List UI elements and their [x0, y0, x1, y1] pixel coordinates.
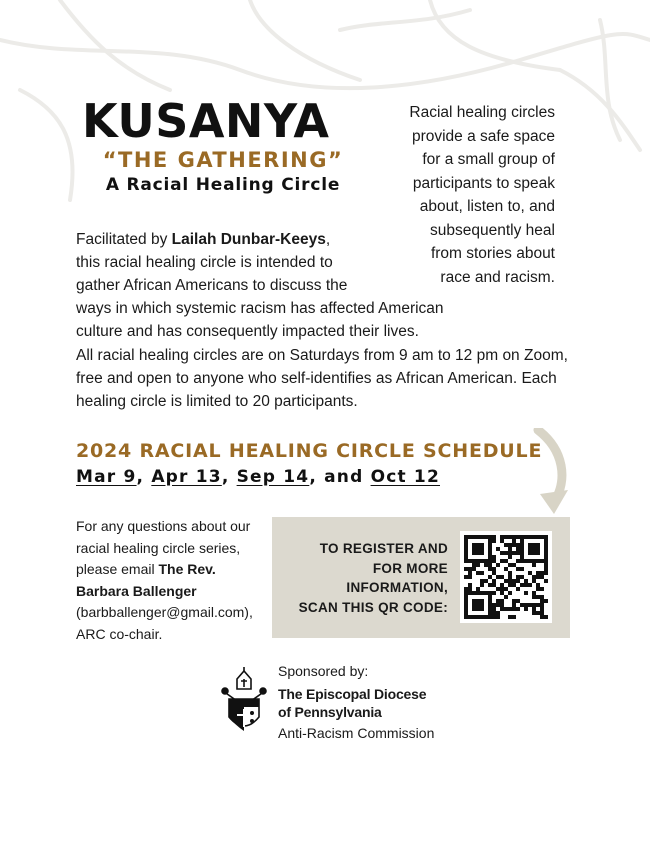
schedule-date: Apr 13	[151, 467, 222, 487]
qr-module	[500, 603, 504, 607]
qr-module	[516, 543, 520, 547]
qr-module	[536, 551, 540, 555]
side-blurb-line: participants to speak	[412, 174, 555, 192]
date-separator: , and	[309, 467, 371, 487]
qr-module	[500, 535, 504, 539]
qr-module	[512, 599, 516, 603]
qr-module	[468, 587, 472, 591]
qr-module	[540, 611, 544, 615]
qr-module	[496, 603, 500, 607]
qr-module	[464, 551, 468, 555]
qr-module	[496, 611, 500, 615]
qr-module	[528, 571, 532, 575]
qr-module	[476, 587, 480, 591]
qr-module	[464, 543, 468, 547]
qr-module	[500, 575, 504, 579]
side-blurb	[390, 101, 555, 289]
qr-module	[480, 559, 484, 563]
qr-module	[520, 535, 524, 539]
qr-module	[472, 547, 476, 551]
qr-module	[472, 599, 476, 603]
qr-module	[508, 583, 512, 587]
details-paragraph: All racial healing circles are on Saturdays from 9 am to 12 pm on Zoom, free and open to anyone who self-identifies as African American. Each healing circle is limited to 20 participants.	[76, 347, 568, 410]
qr-module	[500, 607, 504, 611]
qr-module	[496, 547, 500, 551]
qr-module	[544, 547, 548, 551]
qr-module	[528, 583, 532, 587]
side-blurb-line: race and racism.	[440, 268, 555, 286]
qr-module	[488, 611, 492, 615]
qr-module	[468, 535, 472, 539]
qr-module	[516, 567, 520, 571]
qr-module	[544, 615, 548, 619]
qr-module	[496, 587, 500, 591]
qr-module	[468, 591, 472, 595]
sponsor-org-line: The Episcopal Diocese	[278, 686, 427, 702]
qr-module	[504, 579, 508, 583]
qr-module	[532, 607, 536, 611]
qr-module	[464, 567, 468, 571]
qr-module	[500, 539, 504, 543]
qr-module	[488, 575, 492, 579]
qr-module	[468, 615, 472, 619]
qr-module	[492, 615, 496, 619]
qr-module	[528, 543, 532, 547]
qr-module	[488, 559, 492, 563]
qr-module	[532, 559, 536, 563]
qr-module	[492, 603, 496, 607]
qr-module	[492, 607, 496, 611]
qr-module	[544, 567, 548, 571]
qr-module	[464, 559, 468, 563]
qr-module	[484, 535, 488, 539]
qr-module	[480, 535, 484, 539]
contact-line	[76, 581, 276, 603]
qr-module	[524, 591, 528, 595]
qr-module	[520, 555, 524, 559]
qr-module	[488, 543, 492, 547]
qr-module	[468, 575, 472, 579]
qr-module	[516, 559, 520, 563]
qr-module	[476, 599, 480, 603]
qr-module	[524, 583, 528, 587]
register-word: REGISTER	[342, 541, 415, 556]
qr-module	[532, 543, 536, 547]
qr-module	[516, 599, 520, 603]
qr-module	[516, 579, 520, 583]
qr-module	[516, 575, 520, 579]
qr-module	[536, 543, 540, 547]
qr-module	[508, 563, 512, 567]
qr-module	[524, 607, 528, 611]
qr-module	[524, 535, 528, 539]
qr-module	[532, 535, 536, 539]
qr-module	[536, 595, 540, 599]
register-word: AND	[414, 541, 448, 556]
qr-module	[512, 539, 516, 543]
register-line: INFORMATION,	[346, 580, 448, 595]
qr-module	[488, 615, 492, 619]
side-blurb-line: provide a safe space	[411, 127, 555, 145]
qr-module	[488, 607, 492, 611]
qr-module	[540, 599, 544, 603]
qr-module	[480, 543, 484, 547]
qr-module	[476, 543, 480, 547]
qr-module	[512, 563, 516, 567]
qr-module	[508, 591, 512, 595]
qr-module	[500, 591, 504, 595]
intro-comma: ,	[325, 231, 331, 248]
qr-module	[512, 551, 516, 555]
qr-module	[532, 611, 536, 615]
intro-line: ways in which systemic racism has affected American	[76, 300, 444, 317]
qr-module	[472, 603, 476, 607]
qr-module	[464, 611, 468, 615]
qr-module	[536, 611, 540, 615]
qr-module	[500, 587, 504, 591]
qr-module	[492, 591, 496, 595]
qr-module	[464, 607, 468, 611]
contact-name: Barbara Ballenger	[76, 582, 197, 599]
qr-module	[544, 599, 548, 603]
qr-module	[532, 595, 536, 599]
side-blurb-line: about, listen to, and	[419, 198, 555, 215]
qr-module	[468, 583, 472, 587]
qr-module	[540, 535, 544, 539]
qr-module	[524, 559, 528, 563]
qr-module	[492, 539, 496, 543]
qr-module	[528, 547, 532, 551]
qr-module	[516, 607, 520, 611]
qr-module	[540, 615, 544, 619]
sponsor-label: Sponsored by:	[278, 663, 369, 679]
qr-module	[464, 591, 468, 595]
qr-module	[504, 607, 508, 611]
qr-module	[480, 599, 484, 603]
qr-module	[500, 599, 504, 603]
qr-module	[468, 567, 472, 571]
qr-module	[532, 551, 536, 555]
qr-module	[544, 539, 548, 543]
qr-module	[540, 595, 544, 599]
qr-module	[524, 579, 528, 583]
qr-module	[496, 575, 500, 579]
contact-info	[76, 516, 276, 645]
qr-module	[504, 559, 508, 563]
intro-line: gather African Americans to discuss the	[76, 277, 348, 294]
qr-module	[520, 539, 524, 543]
qr-module	[520, 547, 524, 551]
qr-module	[504, 543, 508, 547]
qr-module	[492, 567, 496, 571]
qr-module	[544, 563, 548, 567]
register-box	[272, 517, 570, 638]
qr-module	[496, 563, 500, 567]
qr-module	[536, 547, 540, 551]
intro-line: this racial healing circle is intended to	[76, 254, 333, 271]
qr-module	[512, 615, 516, 619]
contact-line: racial healing circle series,	[76, 539, 241, 556]
qr-module	[536, 603, 540, 607]
qr-module	[528, 535, 532, 539]
sponsor-commission: Anti-Racism Commission	[278, 725, 435, 741]
qr-module	[464, 599, 468, 603]
qr-module	[540, 571, 544, 575]
qr-module	[476, 571, 480, 575]
contact-line: For any questions about our	[76, 518, 251, 534]
qr-module	[540, 587, 544, 591]
qr-module	[484, 591, 488, 595]
qr-module	[472, 563, 476, 567]
qr-module	[508, 535, 512, 539]
qr-module	[464, 587, 468, 591]
qr-module	[512, 607, 516, 611]
page-title: KUSANYA	[82, 94, 330, 148]
register-text	[280, 539, 448, 617]
qr-module	[488, 563, 492, 567]
qr-module	[488, 603, 492, 607]
qr-module	[484, 559, 488, 563]
qr-module	[484, 579, 488, 583]
qr-module	[536, 571, 540, 575]
side-blurb-line: for a small group of	[422, 151, 555, 168]
qr-module	[504, 595, 508, 599]
qr-module	[520, 551, 524, 555]
register-word: TO	[319, 541, 343, 556]
qr-module	[488, 599, 492, 603]
qr-module	[532, 547, 536, 551]
qr-module	[516, 535, 520, 539]
qr-module	[468, 559, 472, 563]
qr-module	[520, 567, 524, 571]
qr-module	[492, 579, 496, 583]
date-separator: ,	[221, 467, 237, 487]
qr-module	[484, 563, 488, 567]
qr-module	[508, 571, 512, 575]
qr-module	[480, 603, 484, 607]
qr-module	[520, 603, 524, 607]
qr-module	[532, 603, 536, 607]
qr-module	[480, 571, 484, 575]
qr-module	[536, 575, 540, 579]
qr-module	[540, 603, 544, 607]
qr-module	[520, 583, 524, 587]
intro-prefix: Facilitated by	[76, 231, 172, 248]
schedule-date: Mar 9	[76, 467, 137, 487]
qr-module	[536, 587, 540, 591]
qr-module	[520, 559, 524, 563]
qr-module	[504, 535, 508, 539]
qr-module	[532, 579, 536, 583]
qr-module	[468, 571, 472, 575]
qr-module	[488, 583, 492, 587]
qr-module	[528, 559, 532, 563]
schedule-dates	[76, 467, 440, 487]
qr-module	[472, 551, 476, 555]
qr-module	[492, 611, 496, 615]
page-subtitle: “THE GATHERING”	[102, 148, 344, 172]
qr-module	[544, 571, 548, 575]
qr-module	[488, 595, 492, 599]
qr-module	[512, 579, 516, 583]
qr-module	[472, 607, 476, 611]
qr-module	[504, 587, 508, 591]
qr-module	[508, 551, 512, 555]
qr-module	[516, 547, 520, 551]
qr-module	[544, 551, 548, 555]
qr-module	[480, 547, 484, 551]
qr-module	[528, 551, 532, 555]
qr-module	[496, 599, 500, 603]
schedule-heading: 2024 RACIAL HEALING CIRCLE SCHEDULE	[76, 440, 543, 462]
curved-arrow-icon	[524, 428, 574, 518]
diocese-crest-icon	[219, 665, 269, 743]
side-blurb-line: Racial healing circles	[409, 104, 555, 121]
qr-code[interactable]	[460, 531, 552, 623]
qr-module	[480, 551, 484, 555]
qr-module	[508, 615, 512, 619]
qr-module	[544, 535, 548, 539]
qr-module	[512, 543, 516, 547]
contact-name: The Rev.	[158, 561, 216, 577]
qr-module	[532, 591, 536, 595]
qr-module	[540, 607, 544, 611]
qr-module	[500, 551, 504, 555]
qr-module	[476, 559, 480, 563]
qr-module	[508, 607, 512, 611]
qr-module	[472, 559, 476, 563]
intro-line: culture and has consequently impacted their lives.	[76, 323, 419, 340]
qr-module	[464, 539, 468, 543]
qr-module	[476, 591, 480, 595]
qr-module	[536, 535, 540, 539]
qr-module	[464, 535, 468, 539]
qr-module	[488, 547, 492, 551]
qr-module	[472, 615, 476, 619]
qr-module	[488, 551, 492, 555]
qr-module	[524, 603, 528, 607]
qr-module	[536, 583, 540, 587]
qr-module	[476, 551, 480, 555]
qr-module	[464, 547, 468, 551]
qr-module	[480, 615, 484, 619]
qr-module	[536, 559, 540, 563]
qr-module	[512, 535, 516, 539]
qr-module	[476, 607, 480, 611]
qr-module	[508, 579, 512, 583]
schedule-date: Sep 14	[236, 467, 310, 487]
side-blurb-line: subsequently heal	[430, 221, 555, 239]
qr-module	[488, 535, 492, 539]
qr-module	[492, 555, 496, 559]
qr-module	[508, 575, 512, 579]
qr-module	[488, 567, 492, 571]
side-blurb-line: from stories about	[430, 245, 555, 262]
qr-module	[464, 615, 468, 619]
qr-module	[476, 535, 480, 539]
contact-line-prefix: please email	[76, 561, 159, 577]
qr-module	[472, 567, 476, 571]
qr-module	[544, 555, 548, 559]
page-tagline: A Racial Healing Circle	[105, 175, 341, 195]
qr-module	[520, 543, 524, 547]
qr-module	[492, 571, 496, 575]
qr-module	[476, 603, 480, 607]
qr-module	[516, 587, 520, 591]
qr-module	[544, 559, 548, 563]
register-line: SCAN THIS QR CODE:	[298, 599, 448, 615]
qr-module	[492, 583, 496, 587]
qr-module	[508, 547, 512, 551]
qr-module	[480, 579, 484, 583]
qr-module	[528, 603, 532, 607]
qr-code-icon	[464, 535, 548, 619]
qr-module	[512, 583, 516, 587]
qr-module	[540, 559, 544, 563]
qr-module	[480, 591, 484, 595]
date-separator: ,	[136, 467, 152, 487]
qr-module	[496, 615, 500, 619]
qr-module	[520, 575, 524, 579]
qr-module	[512, 603, 516, 607]
qr-module	[472, 535, 476, 539]
qr-module	[488, 555, 492, 559]
qr-module	[480, 607, 484, 611]
register-line: FOR MORE	[372, 560, 448, 576]
qr-module	[504, 551, 508, 555]
contact-line	[76, 559, 276, 581]
qr-module	[544, 579, 548, 583]
qr-module	[464, 555, 468, 559]
qr-module	[472, 543, 476, 547]
qr-module	[516, 551, 520, 555]
qr-module	[532, 575, 536, 579]
qr-module	[492, 559, 496, 563]
qr-module	[480, 583, 484, 587]
intro-line	[76, 228, 330, 251]
qr-module	[488, 591, 492, 595]
facilitator-name: Lailah Dunbar-Keeys	[171, 231, 326, 248]
qr-module	[500, 583, 504, 587]
register-line	[280, 539, 448, 559]
qr-module	[484, 615, 488, 619]
qr-module	[532, 563, 536, 567]
qr-module	[464, 603, 468, 607]
qr-module	[464, 575, 468, 579]
qr-module	[540, 575, 544, 579]
qr-module	[492, 535, 496, 539]
qr-module	[508, 555, 512, 559]
sponsor-block	[278, 661, 434, 743]
contact-email[interactable]: (barbballenger@gmail.com),	[76, 604, 253, 620]
sponsor-org-line: of Pennsylvania	[278, 704, 382, 720]
qr-module	[476, 547, 480, 551]
qr-module	[464, 595, 468, 599]
schedule-date: Oct 12	[370, 467, 440, 487]
contact-line: ARC co-chair.	[76, 625, 163, 642]
qr-module	[472, 591, 476, 595]
qr-module	[488, 539, 492, 543]
qr-module	[476, 615, 480, 619]
qr-module	[500, 559, 504, 563]
qr-module	[476, 563, 480, 567]
qr-module	[504, 567, 508, 571]
qr-module	[544, 543, 548, 547]
qr-module	[508, 543, 512, 547]
